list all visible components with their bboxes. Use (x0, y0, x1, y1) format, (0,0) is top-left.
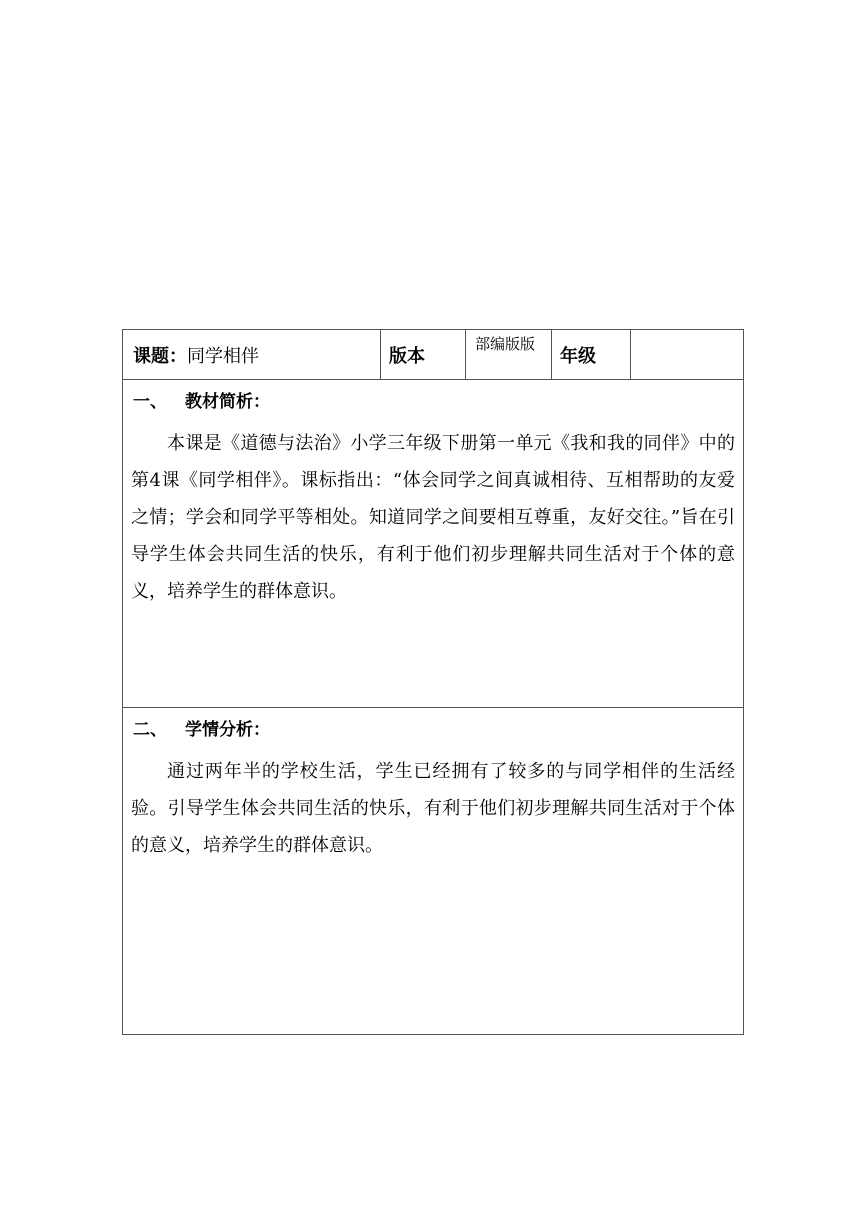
section-student-analysis (123, 708, 744, 1035)
title-cell (123, 330, 381, 380)
section-textbook-analysis (123, 380, 744, 708)
section-row-textbook (123, 380, 744, 708)
section-number: 一、 (133, 392, 167, 412)
grade-label-cell (552, 330, 631, 380)
title-label: 课题： (133, 345, 187, 367)
edition-value-cell (466, 330, 552, 380)
title-value: 同学相伴 (187, 345, 259, 367)
section-title: 学情分析： (185, 720, 270, 740)
edition-label: 版本 (389, 345, 425, 367)
section-number: 二、 (133, 720, 167, 740)
section-title: 教材简析： (185, 392, 270, 412)
grade-label: 年级 (560, 345, 596, 367)
edition-value: 部编版版 (475, 335, 536, 353)
section-body: 本课是《道德与法治》小学三年级下册第一单元《我和我的同伴》中的第4课《同学相伴》。课标指出：“体会同学之间真诚相待、互相帮助的友爱之情；学会和同学平等相处。知道同学之间要相互尊重，友好交往。”旨在引导学生体会共同生活的快乐，有利于他们初步理解共同生活对于个体的意义，培养学生的群体意识。 (131, 433, 735, 602)
section-row-students (123, 708, 744, 1035)
section-body: 通过两年半的学校生活，学生已经拥有了较多的与同学相伴的生活经验。引导学生体会共同生活的快乐，有利于他们初步理解共同生活对于个体的意义，培养学生的群体意识。 (131, 761, 735, 856)
edition-label-cell (381, 330, 466, 380)
section-heading (133, 390, 735, 414)
grade-value-cell (631, 330, 744, 380)
section-heading (133, 718, 735, 742)
lesson-plan-table (122, 329, 744, 1035)
header-row (123, 330, 744, 380)
